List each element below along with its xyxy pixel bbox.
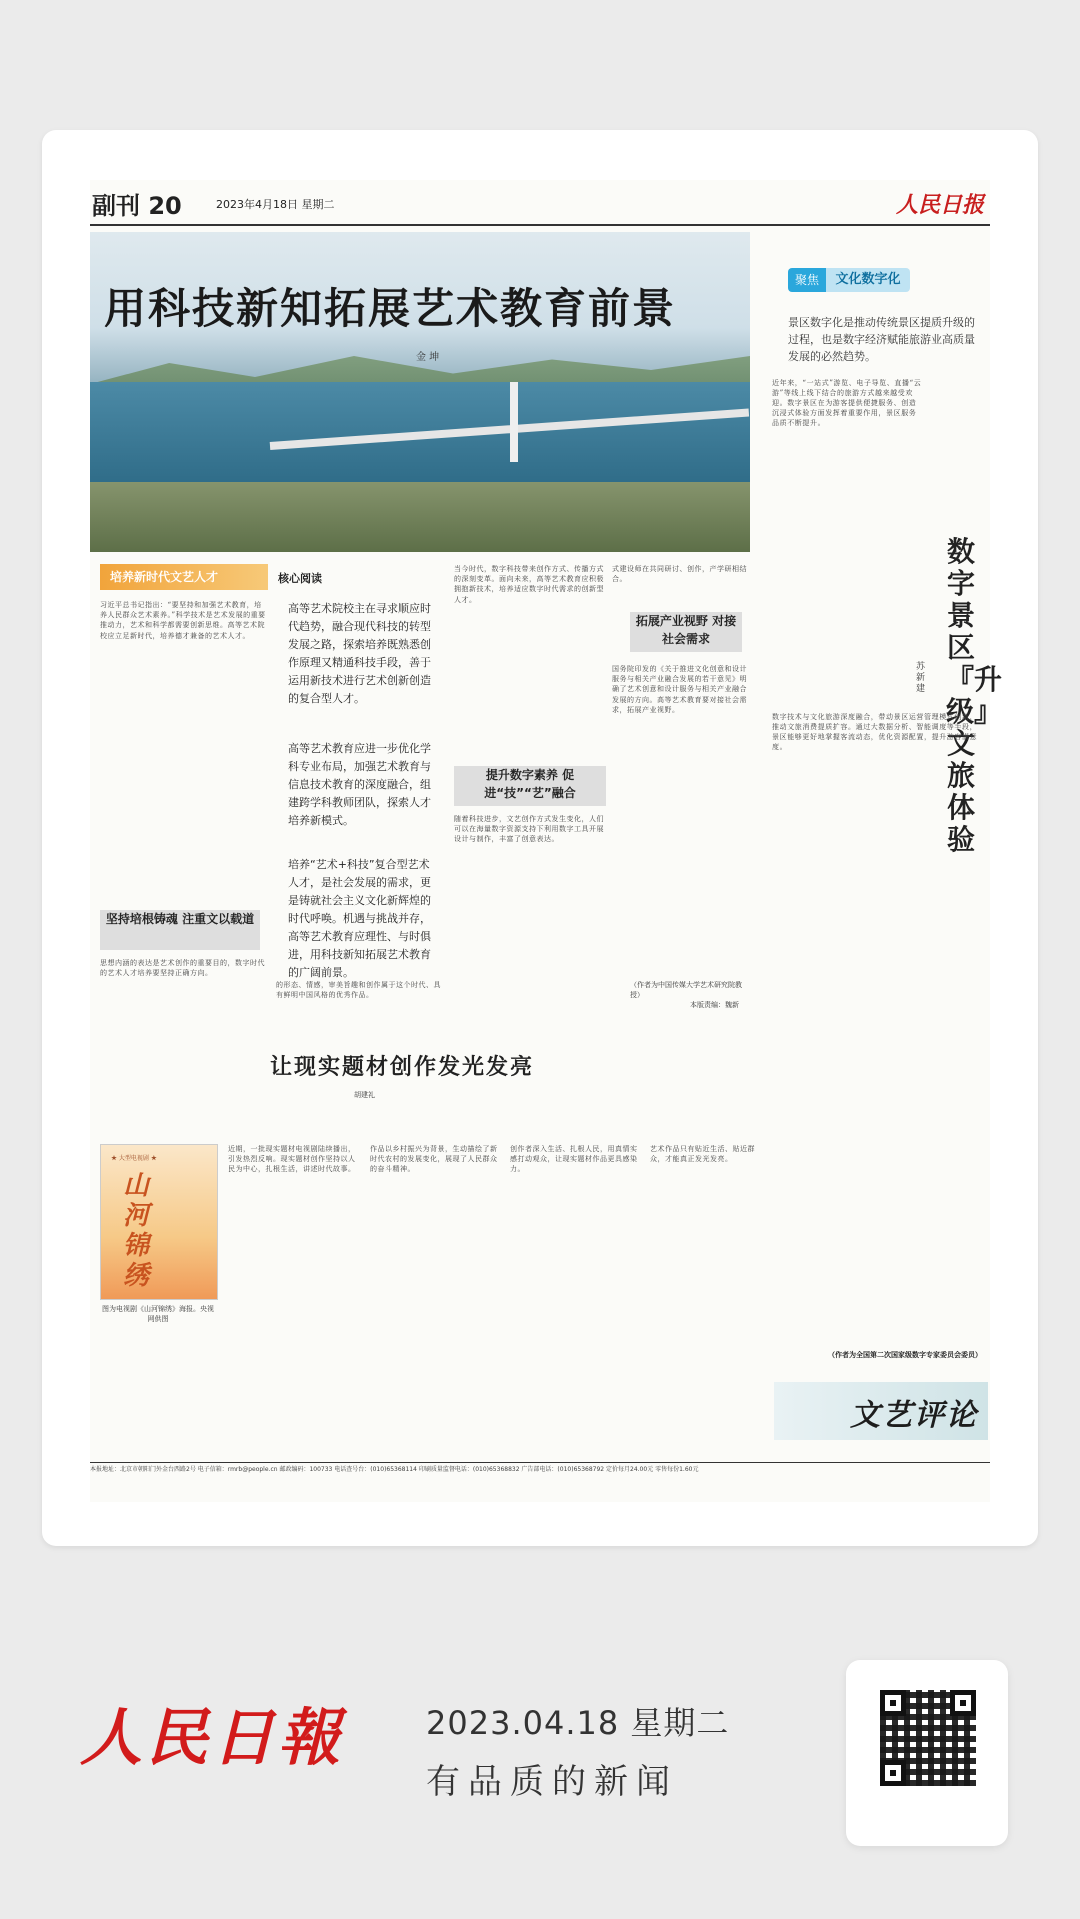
badge-focus: 聚焦 xyxy=(788,268,826,292)
headline: 用科技新知拓展艺术教育前景 xyxy=(104,284,677,333)
section-tag-digital: 提升数字素养 促进“技”“艺”融合 xyxy=(454,766,606,806)
section-tag-culture: 坚持培根铸魂 注重文以载道 xyxy=(100,910,260,950)
hero-bridge-tower xyxy=(510,382,518,462)
qr-finder-top-right xyxy=(950,1690,976,1716)
right-author: 苏 新 建 xyxy=(916,662,926,694)
article2-col-3: 创作者深入生活、扎根人民，用真情实感打动观众，让现实题材作品更具感染力。 xyxy=(510,1145,638,1174)
key-point-3: 培养“艺术+科技”复合型艺术人才，是社会发展的需求，更是铸就社会主义文化新辉煌的时代呼唤。机遇与挑战并存，高等艺术教育应理性、与时俱进，用科技新知拓展艺术教育的广阔前景。 xyxy=(288,858,431,979)
brand-logo: 人民日報 xyxy=(80,1701,345,1774)
right-lead: 景区数字化是推动传统景区提质升级的过程，也是数字经济赋能旅游业高质量发展的必然趋势。 xyxy=(788,316,975,363)
right-body-bottom: 数字技术与文化旅游深度融合，带动景区运营管理模式创新，推动文旅消费提质扩容。通过大数据分析、智能调度等手段，景区能够更好地掌握客流动态，优化资源配置，提升游客满意度。 xyxy=(772,713,978,751)
brand-date: 2023.04.18 星期二 xyxy=(426,1704,730,1742)
key-point-1: 高等艺术院校主在寻求顺应时代趋势，融合现代科技的转型发展之路，探索培养既熟悉创作原理又精通科技手段，善于运用新技术进行艺术创新创造的复合型人才。 xyxy=(288,602,431,705)
brand-slogan: 有品质的新闻 xyxy=(426,1762,678,1802)
hero-bank xyxy=(90,482,750,552)
page-header xyxy=(90,180,990,226)
key-reading-header: 核心阅读 xyxy=(278,572,322,585)
column-1-body: 习近平总书记指出：“要坚持和加强艺术教育，培养人民群众艺术素养。”科学技术是艺术发展的重要推动力，艺术和科学都需要创新思维。高等艺术院校应立足新时代，培养德才兼备的艺术人才。 xyxy=(100,601,266,640)
section-tag-industry: 拓展产业视野 对接社会需求 xyxy=(630,612,742,652)
article2-title: 让现实题材创作发光发亮 xyxy=(270,1055,535,1080)
column-4-credit: （作者为中国传媒大学艺术研究院教授） xyxy=(630,981,742,999)
column-3-body-2: 随着科技进步，文艺创作方式发生变化，人们可以在海量数字资源支持下利用数字工具开展设计与制作，丰富了创意表达。 xyxy=(454,815,604,844)
page-footer: 本报地址：北京市朝阳门外金台西路2号 电子信箱：rmrb@people.cn 邮政编码：100733 电话查号台：(010)65368114 印刷质量监督电话：(010)65368832 广告部电话：(010)65368792 定价每月24.00元 零售每份1.60元 xyxy=(90,1462,990,1477)
qr-finder-top-left xyxy=(880,1690,906,1716)
badge-topic: 文化数字化 xyxy=(826,268,910,292)
poster-caption: 图为电视剧《山河锦绣》海报。央视网供图 xyxy=(102,1305,214,1323)
column-4-body: 式建设师在共同研讨、创作，产学研相结合。 xyxy=(612,565,747,584)
right-body-top: 近年来，“一站式”游览、电子导览、直播“云游”等线上线下结合的旅游方式越来越受欢迎。数字景区在为游客提供便捷服务、创造沉浸式体验方面发挥着重要作用，景区服务品质不断提升。 xyxy=(772,379,922,427)
column-3-body: 当今时代，数字科技带来创作方式、传播方式的深刻变革。面向未来，高等艺术教育应积极拥抱新技术，培养适应数字时代需求的创新型人才。 xyxy=(454,565,604,604)
column-4-editor: 本版责编：魏新 xyxy=(690,1001,739,1009)
article2-col-2: 作品以乡村振兴为背景，生动描绘了新时代农村的发展变化，展现了人民群众的奋斗精神。 xyxy=(370,1145,498,1174)
right-title: 数字景区『升级』文旅体验 xyxy=(946,535,1003,856)
newspaper-page[interactable] xyxy=(90,180,1003,1502)
hero-photo xyxy=(90,232,750,552)
key-point-2: 高等艺术教育应进一步优化学科专业布局，加强艺术教育与信息技术教育的深度融合，组建跨学科教师团队，探索人才培养新模式。 xyxy=(288,742,431,827)
headline-author: 金 坤 xyxy=(416,352,440,363)
section-label: 副刊 20 xyxy=(92,192,182,220)
column-4-body-2: 国务院印发的《关于推进文化创意和设计服务与相关产业融合发展的若干意见》明确了艺术创意和设计服务与相关产业融合发展的方向。高等艺术教育要对接社会需求，拓展产业视野。 xyxy=(612,665,747,714)
article2-col-4: 艺术作品只有贴近生活、贴近群众，才能真正发光发亮。 xyxy=(650,1145,755,1164)
article2-author: 胡建礼 xyxy=(354,1091,375,1099)
article2-col-1: 近期，一批现实题材电视剧陆续播出，引发热烈反响。现实题材创作坚持以人民为中心，扎根生活，讲述时代故事。 xyxy=(228,1145,356,1174)
focus-badge xyxy=(788,262,904,302)
review-banner xyxy=(774,1382,988,1440)
poster-title: 山河锦绣 xyxy=(123,1171,150,1291)
qr-finder-bottom-left xyxy=(880,1760,906,1786)
right-credit: （作者为全国第二次国家级数字专家委员会委员） xyxy=(828,1350,982,1359)
issue-date: 2023年4月18日 星期二 xyxy=(216,198,335,211)
masthead-logo: 人民日报 xyxy=(895,192,984,218)
poster-header: ★ 大型电视剧 ★ xyxy=(111,1155,157,1162)
column-2-body: 的形态、情感，审美旨趣和创作属于这个时代、具有鲜明中国风格的优秀作品。 xyxy=(276,981,441,1000)
newspaper-card xyxy=(42,130,1038,1546)
right-column xyxy=(766,232,1003,1359)
review-banner-text: 文艺评论 xyxy=(850,1398,978,1433)
column-1-body-2: 思想内涵的表达是艺术创作的重要目的，数字时代的艺术人才培养要坚持正确方向。 xyxy=(100,959,265,978)
qr-code[interactable] xyxy=(846,1660,1008,1846)
drama-poster xyxy=(100,1144,218,1300)
section-tag-talent: 培养新时代文艺人才 xyxy=(100,564,268,590)
